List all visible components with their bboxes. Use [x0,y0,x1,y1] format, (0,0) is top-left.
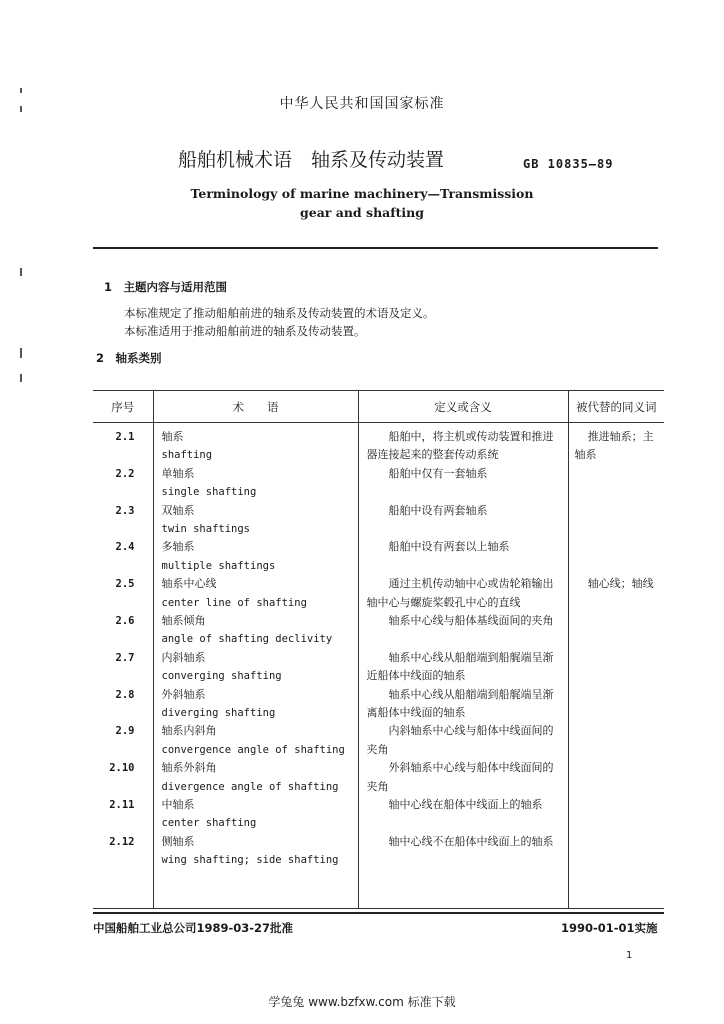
term-chinese: 中轴系 [161,797,195,811]
term-chinese: 轴系外斜角 [161,761,217,775]
term-english: twin shaftings [161,523,251,535]
section-1-paragraph-1: 本标准规定了推动船舶前进的轴系及传动装置的术语及定义。 [124,306,435,320]
term-entry [154,796,358,833]
term-entry [154,686,358,723]
term-english: center line of shafting [161,596,307,609]
synonym-text: 轴心线；轴线 [587,577,654,591]
standard-number: GB 10835—89 [523,157,614,171]
synonym-entry [569,833,665,870]
header-term: 术 语 [153,391,358,423]
table-header-row [93,391,664,423]
term-number: 2.10 [109,762,135,775]
term-chinese: 单轴系 [161,466,195,480]
terms-table [93,390,664,909]
definition-text: 船舶中仅有一套轴系 [388,466,488,480]
definition-text: 外斜轴系中心线与船体中线面间的夹角 [366,761,554,793]
definition-text: 轴系中心线与船体基线面间的夹角 [388,613,554,627]
term-number: 2.5 [115,578,135,591]
standard-organization: 中华人民共和国国家标准 [279,96,445,112]
definition-text: 船舶中设有两套以上轴系 [388,540,510,554]
footer-divider [93,912,664,914]
scan-mark [20,268,22,276]
definition-text: 轴中心线不在船体中线面上的轴系 [388,834,554,848]
term-entry [154,649,358,686]
scan-mark [20,88,22,93]
term-number: 2.9 [115,725,135,738]
term-number: 2.11 [109,798,135,811]
synonym-entry [569,722,665,759]
synonym-entry [569,612,665,649]
definition-text: 轴系中心线从船艏端到船艉端呈渐离船体中线面的轴系 [366,687,554,719]
term-chinese: 外斜轴系 [161,687,206,701]
watermark-text: 学兔兔 www.bzfxw.com 标准下载 [268,995,456,1009]
term-english: angle of shafting declivity [161,633,333,646]
header-divider [93,247,658,249]
term-number: 2.1 [115,431,135,443]
term-number: 2.8 [115,688,135,701]
term-chinese: 轴系内斜角 [161,724,217,738]
page-title: 船舶机械术语 轴系及传动装置 [178,149,445,171]
synonym-text: 推进轴系；主轴系 [574,430,654,462]
definition-entry [359,465,568,502]
approval-note: 中国船舶工业总公司1989-03-27批准 [93,921,294,935]
term-number: 2.4 [115,541,135,554]
synonym-entry [569,538,665,575]
synonym-entry [569,649,665,686]
term-entry [154,612,358,649]
term-number: 2.2 [115,467,135,480]
term-english: shafting [161,449,213,462]
term-chinese: 侧轴系 [161,834,195,848]
header-definition: 定义或含义 [358,391,568,423]
definition-text: 船舶中设有两套轴系 [388,503,488,517]
section-2-title: 2 轴系类别 [96,351,162,365]
effective-date: 1990-01-01实施 [561,921,658,935]
section-1-title: 1 主题内容与适用范围 [104,280,228,294]
term-english: converging shafting [161,670,282,683]
synonym-entry [569,796,665,833]
english-title [0,184,724,222]
synonym-entry [569,502,665,539]
definition-entry [359,649,568,686]
synonym-entry [569,686,665,723]
definition-entry [359,796,568,833]
definition-entry [359,612,568,649]
term-english: single shafting [161,486,257,499]
term-entry [154,833,358,870]
definition-text: 内斜轴系中心线与船体中线面间的夹角 [366,724,554,756]
definition-text: 轴中心线在船体中线面上的轴系 [388,797,543,811]
definition-entry [359,428,568,465]
header-no: 序号 [93,391,153,423]
term-number: 2.7 [115,651,135,664]
header-synonym: 被代替的同义词 [568,391,664,423]
term-chinese: 轴系 [161,430,184,443]
term-number: 2.6 [115,614,135,627]
english-title-line-1: Terminology of marine machinery—Transmission [190,186,534,201]
term-number: 2.3 [115,504,135,517]
definition-entry [359,759,568,796]
synonym-entry [569,465,665,502]
definition-entry [359,575,568,612]
term-number: 2.12 [109,835,135,848]
section-1-paragraph-2: 本标准适用于推动船舶前进的轴系及传动装置。 [124,324,366,338]
term-english: diverging shafting [161,706,276,719]
definition-text: 通过主机传动轴中心或齿轮箱输出轴中心与螺旋桨毂孔中心的直线 [366,577,554,609]
definition-text: 船舶中，将主机或传动装置和推进器连接起来的整套传动系统 [366,430,554,462]
term-entry [154,575,358,612]
definition-entry [359,833,568,870]
definition-column [358,423,568,909]
definition-entry [359,502,568,539]
term-entry [154,465,358,502]
scan-mark [20,374,22,382]
synonym-entry [569,428,665,465]
term-english: divergence angle of shafting [161,780,339,793]
term-english: convergence angle of shafting [161,743,345,756]
definition-entry [359,686,568,723]
term-column [153,423,358,909]
definition-entry [359,722,568,759]
term-chinese: 多轴系 [161,540,195,554]
synonym-entry [569,575,665,612]
scan-mark [20,348,22,358]
scan-mark [20,106,22,112]
synonym-column [568,423,664,909]
term-english: center shafting [161,817,257,830]
term-entry [154,428,358,465]
number-column [93,423,153,909]
term-entry [154,759,358,796]
term-entry [154,722,358,759]
term-english: wing shafting; side shafting [161,854,339,867]
term-chinese: 轴系中心线 [161,577,217,591]
definition-text: 轴系中心线从船艏端到船艉端呈渐近船体中线面的轴系 [366,650,554,683]
term-english: multiple shaftings [161,559,276,572]
english-title-line-2: gear and shafting [300,205,424,220]
synonym-entry [569,759,665,796]
term-entry [154,538,358,575]
term-entry [154,502,358,539]
term-chinese: 内斜轴系 [161,650,206,664]
table-body-row [93,423,664,909]
term-chinese: 双轴系 [161,503,195,517]
term-chinese: 轴系倾角 [161,613,206,627]
page-number: 1 [626,950,633,961]
definition-entry [359,538,568,575]
